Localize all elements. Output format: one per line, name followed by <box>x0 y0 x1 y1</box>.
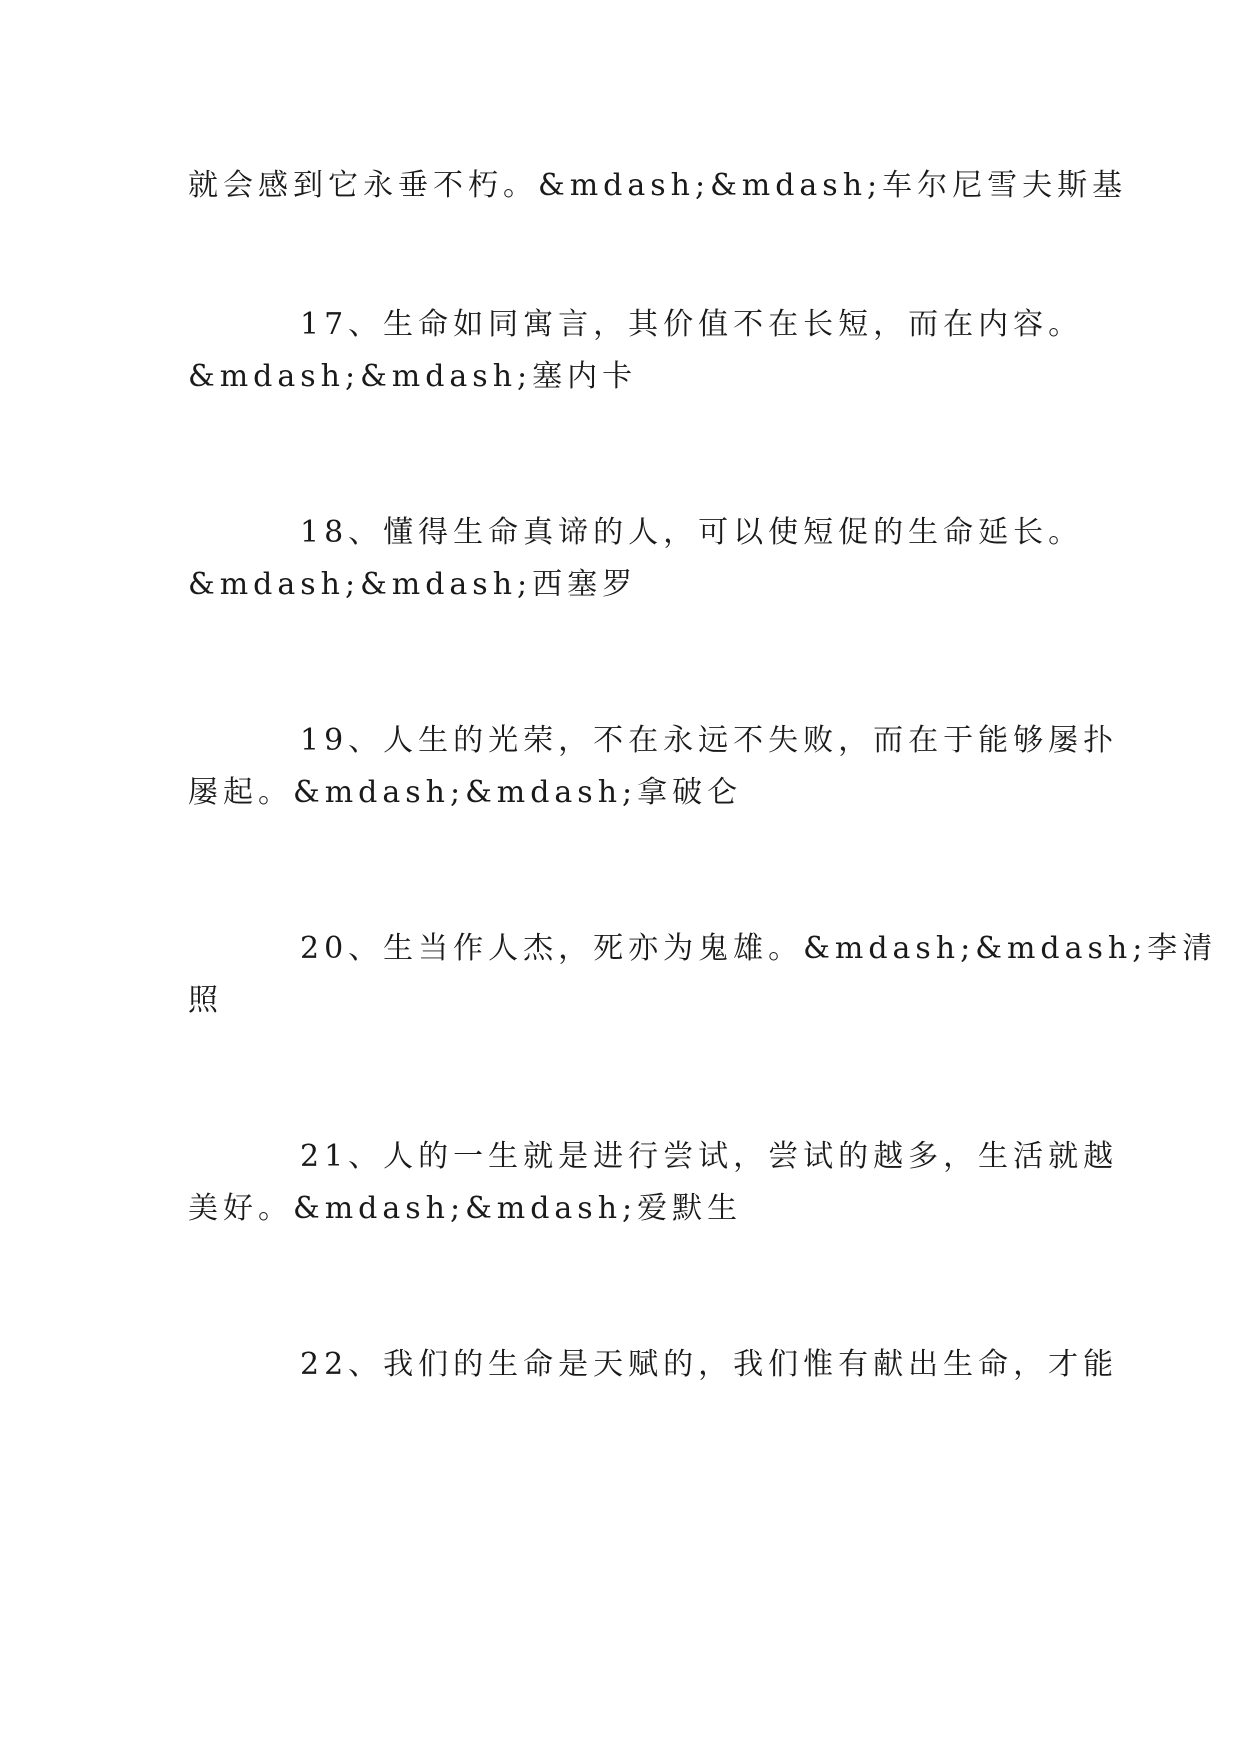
quote-19-line-2: 屡起。&mdash;&mdash;拿破仑 <box>188 775 743 810</box>
quote-20-line-2: 照 <box>188 983 223 1018</box>
quote-18-line-1: 18、懂得生命真谛的人，可以使短促的生命延长。 <box>300 515 1084 550</box>
quote-21-line-1: 21、人的一生就是进行尝试，尝试的越多，生活就越 <box>300 1139 1119 1174</box>
text-line: 就会感到它永垂不朽。&mdash;&mdash;车尔尼雪夫斯基 <box>188 168 1128 203</box>
quote-17-line-1: 17、生命如同寓言，其价值不在长短，而在内容。 <box>300 307 1084 342</box>
quote-20-line-1: 20、生当作人杰，死亦为鬼雄。&mdash;&mdash;李清 <box>300 931 1218 966</box>
quote-22-line-1: 22、我们的生命是天赋的，我们惟有献出生命，才能 <box>300 1347 1119 1382</box>
quote-18-line-2: &mdash;&mdash;西塞罗 <box>188 567 638 602</box>
quote-19-line-1: 19、人生的光荣，不在永远不失败，而在于能够屡扑 <box>300 723 1119 758</box>
quote-21-line-2: 美好。&mdash;&mdash;爱默生 <box>188 1191 743 1226</box>
quote-17-line-2: &mdash;&mdash;塞内卡 <box>188 359 638 394</box>
